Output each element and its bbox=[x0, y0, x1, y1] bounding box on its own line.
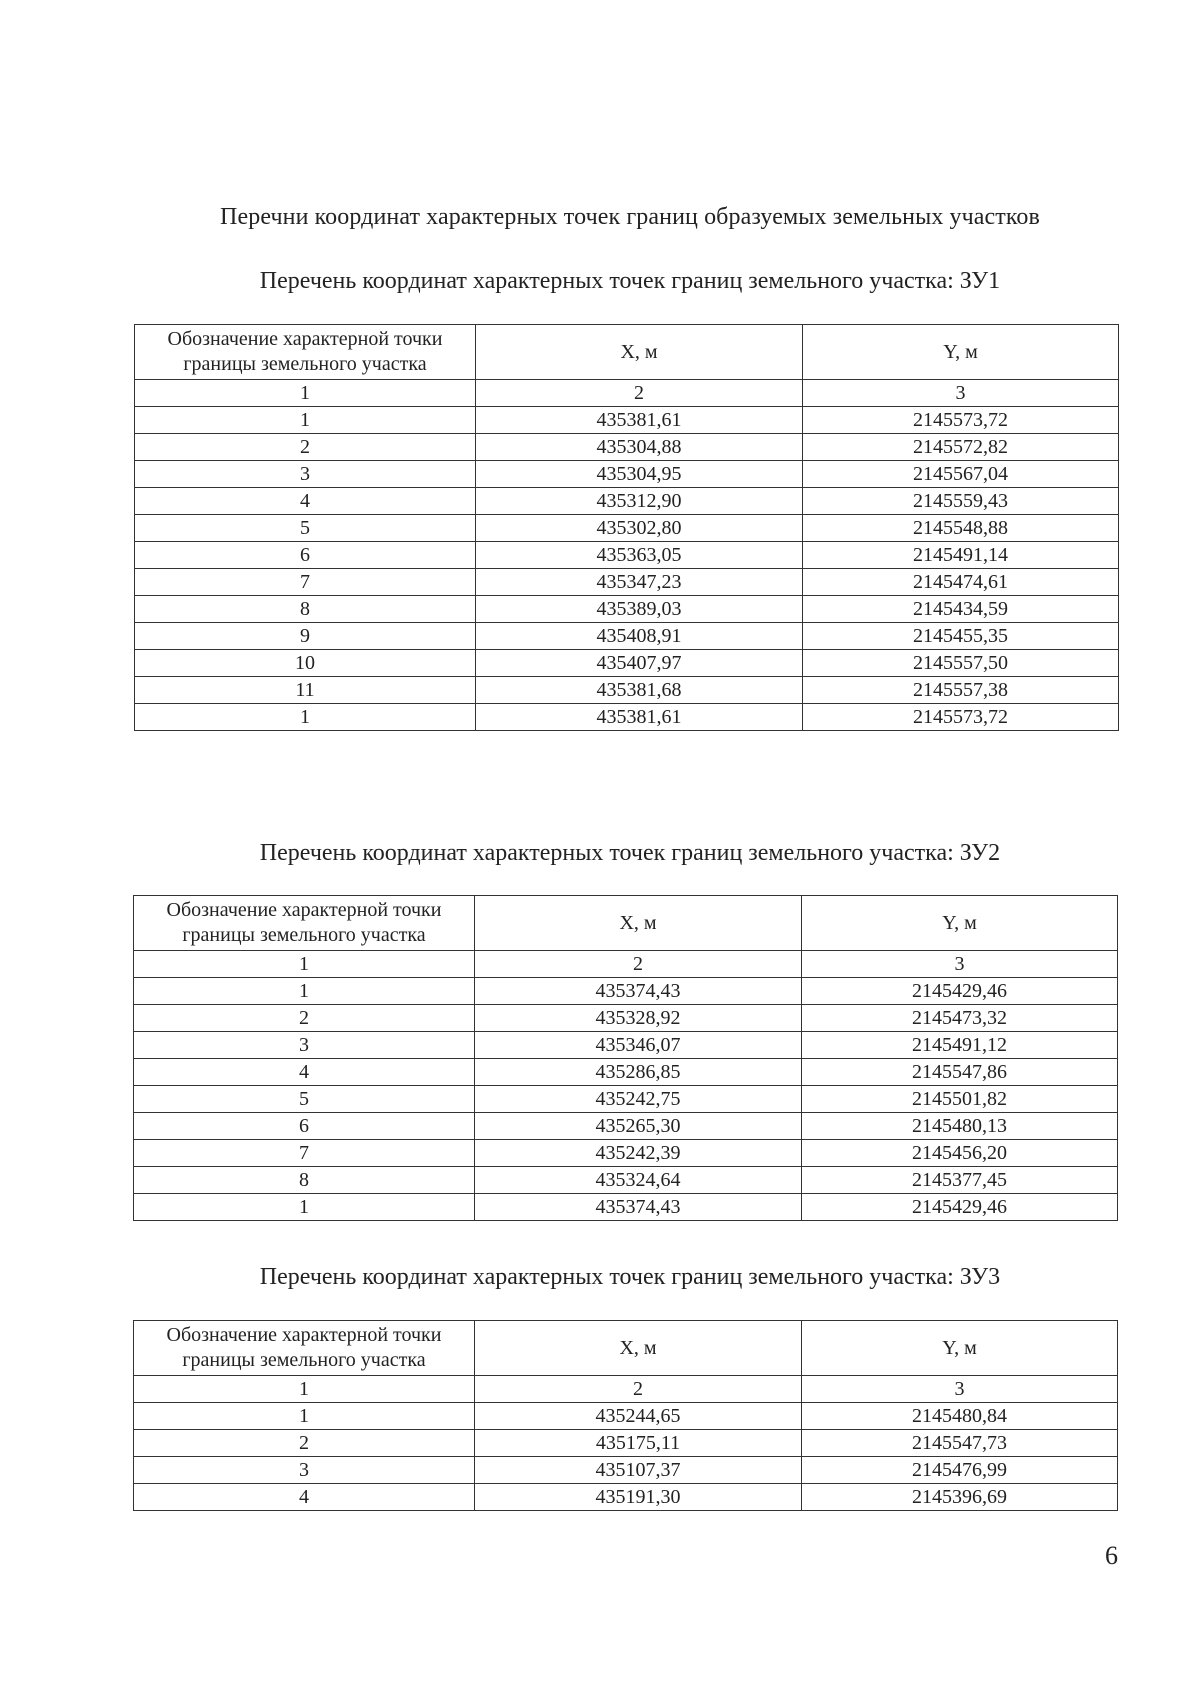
y-coordinate-cell: 2145548,88 bbox=[803, 515, 1119, 542]
y-coordinate-cell: 2145396,69 bbox=[802, 1484, 1118, 1511]
y-coordinate-cell: 2145480,84 bbox=[802, 1403, 1118, 1430]
x-coordinate-cell: 435347,23 bbox=[476, 569, 803, 596]
header-x: X, м bbox=[475, 1321, 802, 1376]
point-number-cell: 1 bbox=[134, 1403, 475, 1430]
y-coordinate-cell: 2145455,35 bbox=[803, 623, 1119, 650]
column-number: 1 bbox=[134, 951, 475, 978]
zu1-coordinates-table bbox=[134, 324, 1119, 731]
x-coordinate-cell: 435107,37 bbox=[475, 1457, 802, 1484]
x-coordinate-cell: 435265,30 bbox=[475, 1113, 802, 1140]
table-row bbox=[134, 1059, 1118, 1086]
column-number-row bbox=[135, 380, 1119, 407]
header-y: Y, м bbox=[802, 1321, 1118, 1376]
table-row bbox=[135, 434, 1119, 461]
point-number-cell: 7 bbox=[135, 569, 476, 596]
column-number: 3 bbox=[802, 951, 1118, 978]
point-number-cell: 11 bbox=[135, 677, 476, 704]
point-number-cell: 8 bbox=[134, 1167, 475, 1194]
table-row bbox=[134, 1086, 1118, 1113]
y-coordinate-cell: 2145491,12 bbox=[802, 1032, 1118, 1059]
column-number: 2 bbox=[475, 951, 802, 978]
header-point: Обозначение характерной точки границы земельного участка bbox=[134, 1321, 475, 1376]
y-coordinate-cell: 2145547,73 bbox=[802, 1430, 1118, 1457]
y-coordinate-cell: 2145547,86 bbox=[802, 1059, 1118, 1086]
y-coordinate-cell: 2145476,99 bbox=[802, 1457, 1118, 1484]
point-number-cell: 2 bbox=[135, 434, 476, 461]
point-number-cell: 9 bbox=[135, 623, 476, 650]
x-coordinate-cell: 435363,05 bbox=[476, 542, 803, 569]
point-number-cell: 7 bbox=[134, 1140, 475, 1167]
y-coordinate-cell: 2145480,13 bbox=[802, 1113, 1118, 1140]
y-coordinate-cell: 2145377,45 bbox=[802, 1167, 1118, 1194]
table-row bbox=[134, 1140, 1118, 1167]
table-row bbox=[135, 407, 1119, 434]
x-coordinate-cell: 435324,64 bbox=[475, 1167, 802, 1194]
point-number-cell: 3 bbox=[134, 1032, 475, 1059]
header-y: Y, м bbox=[802, 896, 1118, 951]
table-row bbox=[134, 1194, 1118, 1221]
y-coordinate-cell: 2145429,46 bbox=[802, 1194, 1118, 1221]
table-row bbox=[135, 515, 1119, 542]
table-header-row bbox=[134, 1321, 1118, 1376]
point-number-cell: 3 bbox=[134, 1457, 475, 1484]
table-row bbox=[134, 1403, 1118, 1430]
x-coordinate-cell: 435175,11 bbox=[475, 1430, 802, 1457]
x-coordinate-cell: 435312,90 bbox=[476, 488, 803, 515]
x-coordinate-cell: 435242,75 bbox=[475, 1086, 802, 1113]
table-row bbox=[135, 596, 1119, 623]
table-row bbox=[134, 1032, 1118, 1059]
point-number-cell: 5 bbox=[135, 515, 476, 542]
point-number-cell: 4 bbox=[135, 488, 476, 515]
x-coordinate-cell: 435389,03 bbox=[476, 596, 803, 623]
point-number-cell: 2 bbox=[134, 1430, 475, 1457]
x-coordinate-cell: 435346,07 bbox=[475, 1032, 802, 1059]
table-row bbox=[135, 461, 1119, 488]
table-row bbox=[135, 677, 1119, 704]
y-coordinate-cell: 2145473,32 bbox=[802, 1005, 1118, 1032]
table-row bbox=[134, 1484, 1118, 1511]
table-row bbox=[135, 542, 1119, 569]
header-y: Y, м bbox=[803, 325, 1119, 380]
document-title: Перечни координат характерных точек границ образуемых земельных участков bbox=[220, 204, 1040, 230]
x-coordinate-cell: 435244,65 bbox=[475, 1403, 802, 1430]
table-row bbox=[134, 1113, 1118, 1140]
page-number: 6 bbox=[1105, 1541, 1118, 1570]
x-coordinate-cell: 435381,68 bbox=[476, 677, 803, 704]
column-number: 1 bbox=[135, 380, 476, 407]
table-row bbox=[134, 1005, 1118, 1032]
column-number-row bbox=[134, 951, 1118, 978]
zu2-title: Перечень координат характерных точек границ земельного участка: ЗУ2 bbox=[259, 840, 1001, 866]
header-point: Обозначение характерной точки границы земельного участка bbox=[134, 896, 475, 951]
x-coordinate-cell: 435381,61 bbox=[476, 704, 803, 731]
point-number-cell: 8 bbox=[135, 596, 476, 623]
point-number-cell: 2 bbox=[134, 1005, 475, 1032]
header-x: X, м bbox=[475, 896, 802, 951]
column-number: 2 bbox=[476, 380, 803, 407]
point-number-cell: 1 bbox=[134, 1194, 475, 1221]
point-number-cell: 1 bbox=[135, 704, 476, 731]
y-coordinate-cell: 2145434,59 bbox=[803, 596, 1119, 623]
point-number-cell: 6 bbox=[134, 1113, 475, 1140]
table-row bbox=[135, 704, 1119, 731]
point-number-cell: 4 bbox=[134, 1484, 475, 1511]
x-coordinate-cell: 435407,97 bbox=[476, 650, 803, 677]
zu3-title: Перечень координат характерных точек границ земельного участка: ЗУ3 bbox=[259, 1264, 1001, 1290]
y-coordinate-cell: 2145501,82 bbox=[802, 1086, 1118, 1113]
x-coordinate-cell: 435381,61 bbox=[476, 407, 803, 434]
x-coordinate-cell: 435304,95 bbox=[476, 461, 803, 488]
table-row bbox=[135, 569, 1119, 596]
column-number: 3 bbox=[802, 1376, 1118, 1403]
header-x: X, м bbox=[476, 325, 803, 380]
x-coordinate-cell: 435408,91 bbox=[476, 623, 803, 650]
point-number-cell: 4 bbox=[134, 1059, 475, 1086]
point-number-cell: 1 bbox=[134, 978, 475, 1005]
y-coordinate-cell: 2145474,61 bbox=[803, 569, 1119, 596]
point-number-cell: 1 bbox=[135, 407, 476, 434]
x-coordinate-cell: 435374,43 bbox=[475, 978, 802, 1005]
zu3-coordinates-table bbox=[133, 1320, 1118, 1511]
y-coordinate-cell: 2145573,72 bbox=[803, 407, 1119, 434]
x-coordinate-cell: 435302,80 bbox=[476, 515, 803, 542]
point-number-cell: 6 bbox=[135, 542, 476, 569]
column-number: 3 bbox=[803, 380, 1119, 407]
x-coordinate-cell: 435242,39 bbox=[475, 1140, 802, 1167]
table-row bbox=[134, 1457, 1118, 1484]
table-header-row bbox=[134, 896, 1118, 951]
y-coordinate-cell: 2145573,72 bbox=[803, 704, 1119, 731]
table-row bbox=[134, 1167, 1118, 1194]
x-coordinate-cell: 435328,92 bbox=[475, 1005, 802, 1032]
x-coordinate-cell: 435286,85 bbox=[475, 1059, 802, 1086]
y-coordinate-cell: 2145567,04 bbox=[803, 461, 1119, 488]
table-row bbox=[134, 1430, 1118, 1457]
column-number-row bbox=[134, 1376, 1118, 1403]
header-point: Обозначение характерной точки границы земельного участка bbox=[135, 325, 476, 380]
y-coordinate-cell: 2145491,14 bbox=[803, 542, 1119, 569]
x-coordinate-cell: 435304,88 bbox=[476, 434, 803, 461]
x-coordinate-cell: 435374,43 bbox=[475, 1194, 802, 1221]
y-coordinate-cell: 2145557,50 bbox=[803, 650, 1119, 677]
point-number-cell: 10 bbox=[135, 650, 476, 677]
table-row bbox=[134, 978, 1118, 1005]
column-number: 1 bbox=[134, 1376, 475, 1403]
column-number: 2 bbox=[475, 1376, 802, 1403]
x-coordinate-cell: 435191,30 bbox=[475, 1484, 802, 1511]
table-row bbox=[135, 650, 1119, 677]
y-coordinate-cell: 2145559,43 bbox=[803, 488, 1119, 515]
point-number-cell: 5 bbox=[134, 1086, 475, 1113]
table-row bbox=[135, 488, 1119, 515]
zu1-title: Перечень координат характерных точек границ земельного участка: ЗУ1 bbox=[259, 268, 1001, 294]
table-row bbox=[135, 623, 1119, 650]
y-coordinate-cell: 2145429,46 bbox=[802, 978, 1118, 1005]
point-number-cell: 3 bbox=[135, 461, 476, 488]
table-header-row bbox=[135, 325, 1119, 380]
y-coordinate-cell: 2145572,82 bbox=[803, 434, 1119, 461]
zu2-coordinates-table bbox=[133, 895, 1118, 1221]
y-coordinate-cell: 2145456,20 bbox=[802, 1140, 1118, 1167]
y-coordinate-cell: 2145557,38 bbox=[803, 677, 1119, 704]
